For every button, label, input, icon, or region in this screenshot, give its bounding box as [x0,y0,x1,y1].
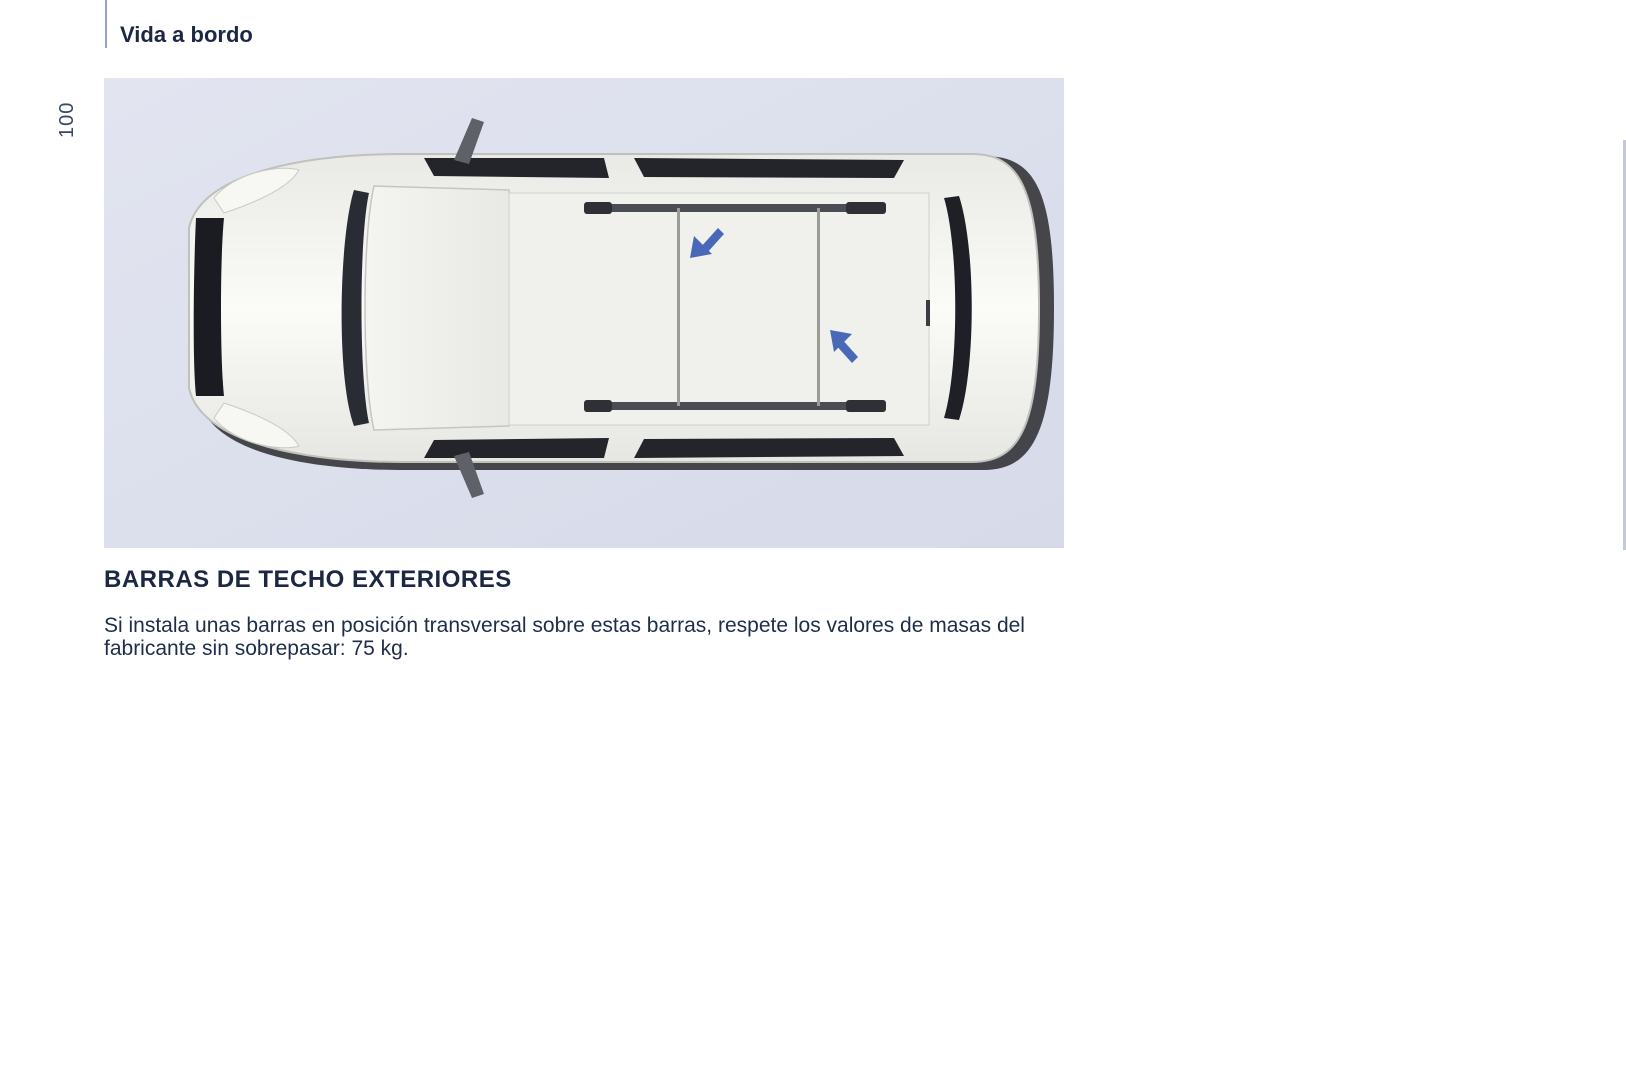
roof-rail-left [594,204,876,212]
main-roof [509,193,929,425]
rail-end-cap [584,400,612,412]
rail-end-cap [846,202,886,214]
window-left-front [424,158,609,178]
roof-bars-illustration [104,78,1064,548]
header-rule [105,0,107,48]
front-grille [194,218,224,396]
cross-bar-front [677,208,680,406]
section-title: Vida a bordo [120,22,253,47]
window-right-rear [634,438,904,458]
front-roof-panel [365,186,514,430]
rail-end-cap [584,202,612,214]
car-top-view-illustration [104,78,1064,548]
rail-end-cap [846,400,886,412]
rear-wiper [926,300,930,326]
heading: BARRAS DE TECHO EXTERIORES [104,566,512,593]
window-left-rear [634,158,904,178]
body-paragraph: Si instala unas barras en posición transversal sobre estas barras, respete los valores de masas del fabricante sin sobrepasar: 75 kg. [104,614,1025,660]
cross-bar-rear [817,208,820,406]
window-right-front [424,438,609,458]
roof-rail-right [594,402,876,410]
page-number: 100 [56,101,78,138]
